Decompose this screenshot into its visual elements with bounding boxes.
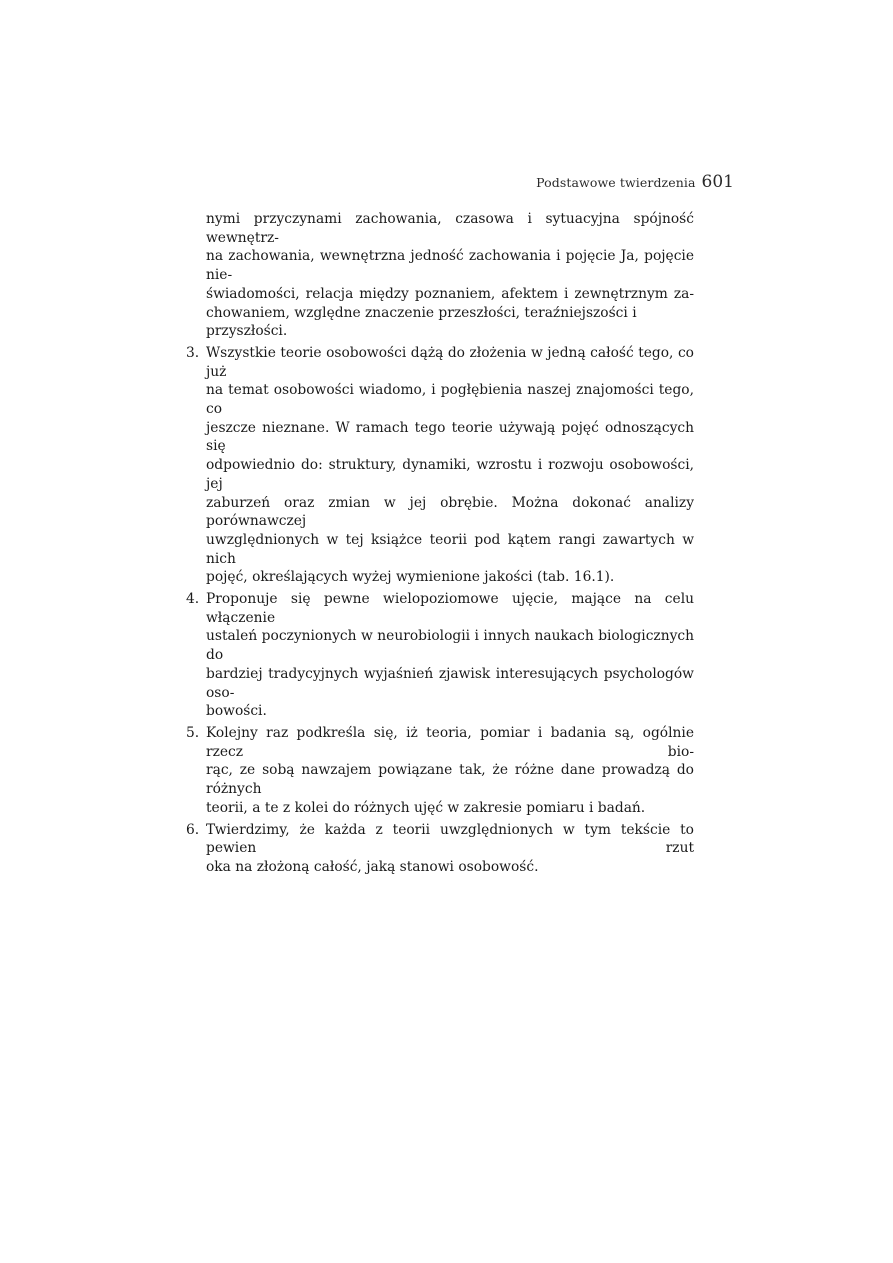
list-item-number: 3. [186,344,200,361]
list-item-number: 5. [186,724,200,741]
text-line: na temat osobowości wiadomo, i pogłębienia naszej znajomości tego, co [206,382,694,418]
continued-list-item [186,210,694,341]
page-number: 601 [701,172,734,192]
list-item [186,590,694,721]
text-line: świadomości, relacja między poznaniem, afektem i zewnętrznym za- [206,285,694,302]
list-item [186,344,694,587]
text-line: teorii, a te z kolei do różnych ujęć w zakresie pomiaru i badań. [206,799,646,816]
text-line: Kolejny raz podkreśla się, iż teoria, pomiar i badania są, ogólnie rzecz bio- [206,724,694,760]
list-item [186,724,694,818]
text-line: na zachowania, wewnętrzna jedność zachowania i pojęcie Ja, pojęcie nie- [206,248,694,284]
text-line: nymi przyczynami zachowania, czasowa i sytuacyjna spójność wewnętrz- [206,211,694,246]
text-line: jeszcze nieznane. W ramach tego teorie używają pojęć odnoszących się [206,419,694,455]
text-line: bowości. [206,703,267,720]
text-line: Twierdzimy, że każda z teorii uwzględnionych w tym tekście to pewien rzut [206,821,694,857]
text-line: rąc, ze sobą nawzajem powiązane tak, że różne dane prowadzą do różnych [206,762,694,798]
list-item-number: 4. [186,591,200,608]
text-line: uwzględnionych w tej książce teorii pod kątem rangi zawartych w nich [206,531,694,567]
text-line: chowaniem, względne znaczenie przeszłości, teraźniejszości i przyszłości. [206,304,637,340]
list-item [186,821,694,877]
text-line: bardziej tradycyjnych wyjaśnień zjawisk interesujących psychologów oso- [206,665,694,701]
text-line: odpowiednio do: struktury, dynamiki, wzrostu i rozwoju osobowości, jej [206,457,694,492]
text-body [186,210,694,877]
text-line: zaburzeń oraz zmian w jej obrębie. Można dokonać analizy porównawczej [206,494,694,530]
text-line: Wszystkie teorie osobowości dążą do złożenia w jedną całość tego, co już [206,344,694,380]
running-header [480,172,734,192]
text-line: Proponuje się pewne wielopoziomowe ujęcie, mające na celu włączenie [206,591,694,626]
text-line: oka na złożoną całość, jaką stanowi osobowość. [206,858,539,875]
list-item-number: 6. [186,821,200,838]
text-line: ustaleń poczynionych w neurobiologii i innych naukach biologicznych do [206,628,694,664]
text-line: pojęć, określających wyżej wymienione jakości (tab. 16.1). [206,569,615,586]
running-header-title: Podstawowe twierdzenia [536,175,696,190]
